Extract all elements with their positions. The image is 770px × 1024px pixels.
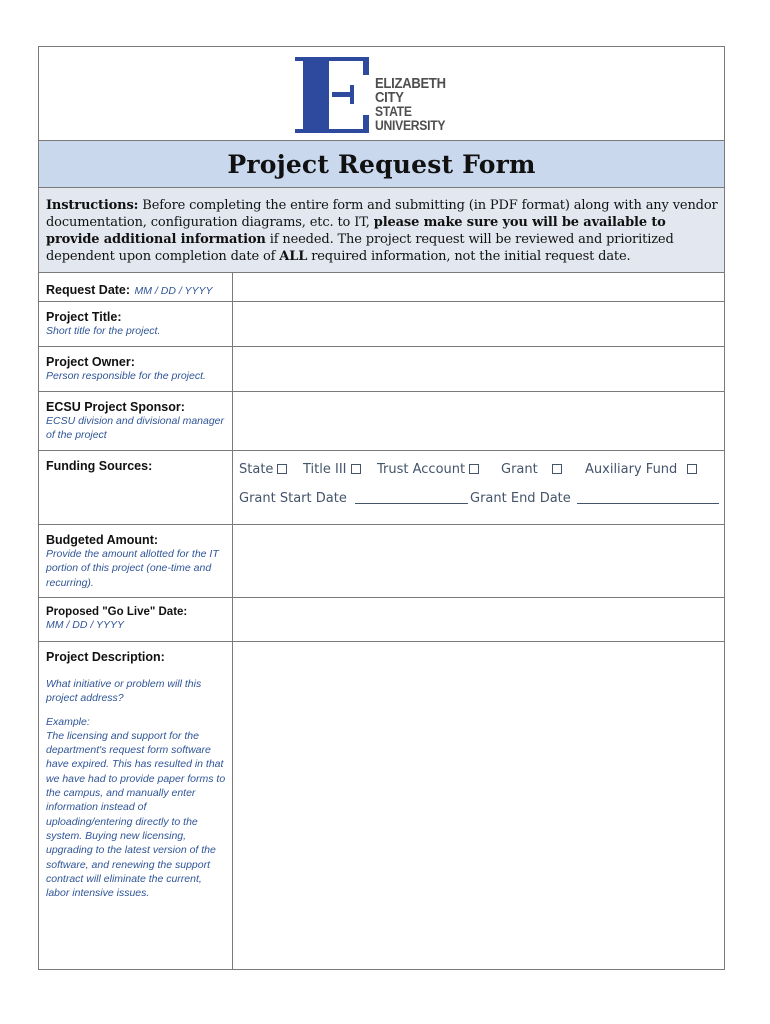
instructions-bold-1: please make sure you will be available to provide additional information (46, 215, 666, 247)
description-field[interactable] (233, 642, 724, 969)
grant-checkbox[interactable] (552, 464, 562, 474)
row-project-description (39, 642, 724, 969)
instructions-block (39, 188, 724, 273)
university-logo (295, 57, 475, 133)
form-title: Project Request Form (227, 149, 536, 179)
request-date-hint: MM / DD / YYYY (134, 285, 213, 297)
request-date-label-cell (39, 273, 233, 301)
grant-start-date-label: Grant Start Date (239, 491, 347, 506)
row-funding-sources (39, 451, 724, 525)
row-project-title (39, 302, 724, 347)
go-live-field[interactable] (233, 598, 724, 641)
title-bar (39, 141, 724, 188)
grant-end-date-input[interactable] (577, 492, 719, 504)
budget-label: Budgeted Amount: (46, 533, 159, 547)
instructions-text-2: if needed. The project request will be reviewed and prioritized dependent upon completion date of (46, 232, 674, 264)
ecsu-e-logo-icon (295, 57, 369, 133)
project-owner-label: Project Owner: (46, 355, 135, 369)
sponsor-field[interactable] (233, 392, 724, 450)
project-owner-field[interactable] (233, 347, 724, 391)
description-example: The licensing and support for the department's request form software have expired. This has resulted in that we have had to provide paper forms to the campus, and manually enter information instead of uploading/entering directly to the system. Buying new licensing, upgrading to the latest version of the software, and renewing the support contract will eliminate the current, labor intensive issues. (46, 729, 226, 900)
logo-line-2: STATE UNIVERSITY (375, 104, 446, 133)
sponsor-label-cell (39, 392, 233, 450)
instructions-bold-2: ALL (279, 249, 308, 264)
logo-wordmark (375, 77, 465, 133)
funding-option-trust-account-label: Trust Account (377, 462, 466, 477)
instructions-text-1: Before completing the entire form and submitting (in PDF format) along with any vendor documentation, configuration diagrams, etc. to IT, (46, 198, 718, 230)
title-iii-checkbox[interactable] (351, 464, 361, 474)
grant-start-date (239, 491, 468, 506)
row-project-sponsor (39, 392, 724, 451)
sponsor-hint: ECSU division and divisional manager of the project (46, 415, 225, 442)
project-title-field[interactable] (233, 302, 724, 346)
project-title-label-cell (39, 302, 233, 346)
grant-start-date-input[interactable] (355, 492, 468, 504)
funding-option-trust-account[interactable] (377, 462, 479, 477)
request-date-field[interactable] (233, 273, 724, 301)
funding-option-title-iii-label: Title III (303, 462, 347, 477)
grant-end-date-label: Grant End Date (470, 491, 571, 506)
description-label-cell (39, 642, 233, 969)
funding-option-grant[interactable] (501, 462, 562, 477)
funding-options (233, 451, 724, 524)
logo-line-1: ELIZABETH CITY (375, 76, 446, 106)
auxiliary-fund-checkbox[interactable] (687, 464, 697, 474)
go-live-label: Proposed "Go Live" Date: (46, 606, 188, 618)
instructions-lead: Instructions: (46, 198, 139, 213)
row-request-date (39, 273, 724, 302)
state-checkbox[interactable] (277, 464, 287, 474)
project-title-hint: Short title for the project. (46, 325, 161, 337)
go-live-label-cell (39, 598, 233, 641)
row-budgeted-amount (39, 525, 724, 598)
funding-option-grant-label: Grant (501, 462, 538, 477)
trust-account-checkbox[interactable] (469, 464, 479, 474)
funding-option-state-label: State (239, 462, 274, 477)
request-date-label: Request Date: (46, 283, 131, 297)
description-example-label: Example: (46, 715, 90, 728)
sponsor-label: ECSU Project Sponsor: (46, 400, 185, 414)
logo-header (39, 47, 724, 141)
budget-field[interactable] (233, 525, 724, 597)
project-owner-label-cell (39, 347, 233, 391)
row-project-owner (39, 347, 724, 392)
funding-option-state[interactable] (239, 462, 287, 477)
grant-end-date (470, 491, 719, 506)
funding-option-title-iii[interactable] (303, 462, 361, 477)
budget-label-cell (39, 525, 233, 597)
project-owner-hint: Person responsible for the project. (46, 370, 206, 382)
budget-hint: Provide the amount allotted for the IT portion of this project (one-time and recurring). (46, 548, 219, 589)
description-hint: What initiative or problem will this project address? (46, 678, 202, 705)
project-title-label: Project Title: (46, 310, 122, 324)
funding-option-auxiliary-fund[interactable] (585, 462, 697, 477)
funding-label: Funding Sources: (46, 459, 153, 473)
funding-label-cell (39, 451, 233, 524)
description-label: Project Description: (46, 650, 165, 664)
funding-option-auxiliary-fund-label: Auxiliary Fund (585, 462, 678, 477)
project-request-form (38, 46, 725, 970)
row-go-live-date (39, 598, 724, 642)
instructions-text-3: required information, not the initial request date. (307, 249, 631, 264)
go-live-hint: MM / DD / YYYY (46, 619, 124, 631)
